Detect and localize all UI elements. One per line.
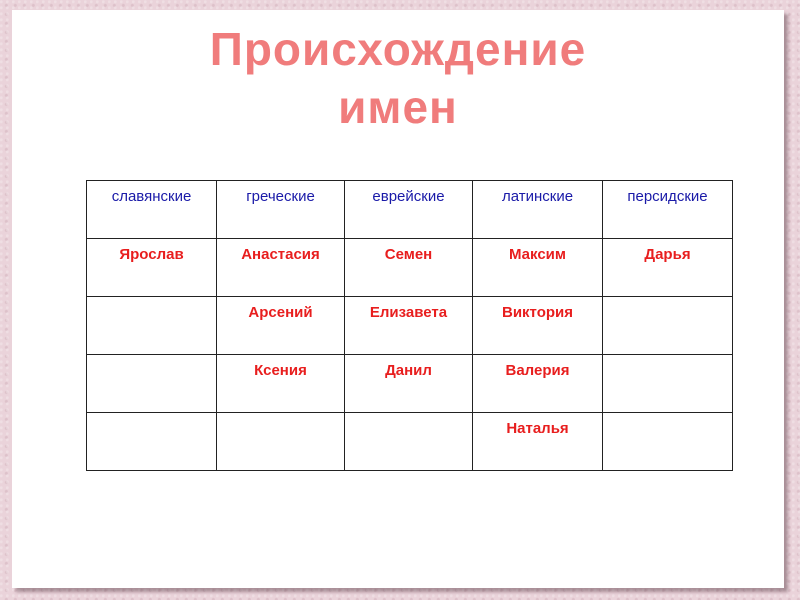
table-cell	[345, 413, 473, 471]
table-cell	[603, 413, 733, 471]
table-row	[87, 355, 733, 413]
table-cell: Арсений	[217, 297, 345, 355]
table-cell	[603, 355, 733, 413]
title-line-2: имен	[338, 81, 458, 133]
slide	[12, 10, 784, 588]
header-cell-latin: латинские	[473, 181, 603, 239]
table-cell: Семен	[345, 239, 473, 297]
table-cell	[87, 355, 217, 413]
header-cell-persian: персидские	[603, 181, 733, 239]
table-cell	[87, 413, 217, 471]
header-cell-hebrew: еврейские	[345, 181, 473, 239]
table-cell: Дарья	[603, 239, 733, 297]
table-cell	[603, 297, 733, 355]
header-cell-slavic: славянские	[87, 181, 217, 239]
table-cell: Ксения	[217, 355, 345, 413]
table-cell: Максим	[473, 239, 603, 297]
slide-title	[12, 20, 784, 136]
table-cell: Валерия	[473, 355, 603, 413]
table-cell: Виктория	[473, 297, 603, 355]
table-row	[87, 297, 733, 355]
table-row	[87, 239, 733, 297]
table-cell: Данил	[345, 355, 473, 413]
name-origins-table	[86, 180, 733, 471]
table-row	[87, 413, 733, 471]
table-cell	[217, 413, 345, 471]
table-cell: Елизавета	[345, 297, 473, 355]
header-cell-greek: греческие	[217, 181, 345, 239]
table-cell: Наталья	[473, 413, 603, 471]
table-cell: Ярослав	[87, 239, 217, 297]
table-cell: Анастасия	[217, 239, 345, 297]
table-cell	[87, 297, 217, 355]
header-row	[87, 181, 733, 239]
title-line-1: Происхождение	[209, 23, 587, 75]
